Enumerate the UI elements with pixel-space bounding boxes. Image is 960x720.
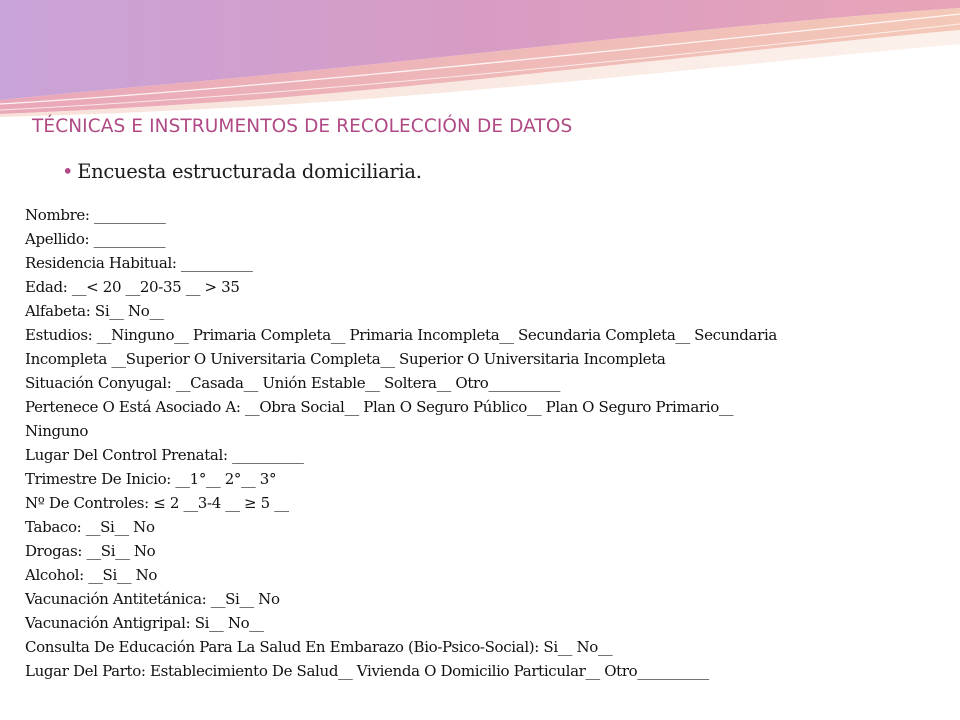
form-line: Alfabeta: Si__ No__ — [25, 302, 164, 320]
form-line: Nº De Controles: ≤ 2 __3-4 __ ≥ 5 __ — [25, 494, 289, 512]
slide-title: TÉCNICAS E INSTRUMENTOS DE RECOLECCIÓN DE DATOS — [32, 116, 573, 137]
form-line: Nombre: __________ — [25, 206, 166, 224]
form-line: Trimestre De Inicio: __1°__ 2°__ 3° — [25, 470, 277, 488]
form-line: Tabaco: __Si__ No — [25, 518, 155, 536]
form-line: Situación Conyugal: __Casada__ Unión Estable__ Soltera__ Otro__________ — [25, 374, 560, 392]
form-line: Drogas: __Si__ No — [25, 542, 156, 560]
form-line: Estudios: __Ninguno__ Primaria Completa__ Primaria Incompleta__ Secundaria Completa__ Secundaria — [25, 326, 777, 344]
bullet-item — [62, 160, 422, 183]
form-line: Alcohol: __Si__ No — [25, 566, 158, 584]
bullet-text: Encuesta estructurada domiciliaria. — [77, 160, 422, 183]
form-line: Ninguno — [25, 422, 89, 440]
form-line: Edad: __< 20 __20-35 __ > 35 — [25, 278, 240, 296]
form-line: Vacunación Antigripal: Si__ No__ — [25, 614, 264, 632]
form-line: Pertenece O Está Asociado A: __Obra Social__ Plan O Seguro Público__ Plan O Seguro Primario__ — [25, 398, 734, 416]
form-line: Lugar Del Control Prenatal: __________ — [25, 446, 304, 464]
bullet-dot-icon: • — [62, 160, 74, 183]
form-line: Lugar Del Parto: Establecimiento De Salud__ Vivienda O Domicilio Particular__ Otro__________ — [25, 662, 709, 680]
header-wave-decoration — [0, 0, 960, 120]
form-line: Residencia Habitual: __________ — [25, 254, 253, 272]
survey-form-text — [25, 203, 945, 683]
form-line: Apellido: __________ — [25, 230, 166, 248]
form-line: Consulta De Educación Para La Salud En Embarazo (Bio-Psico-Social): Si__ No__ — [25, 638, 613, 656]
form-line: Vacunación Antitetánica: __Si__ No — [25, 590, 280, 608]
form-line: Incompleta __Superior O Universitaria Completa__ Superior O Universitaria Incompleta — [25, 350, 666, 368]
